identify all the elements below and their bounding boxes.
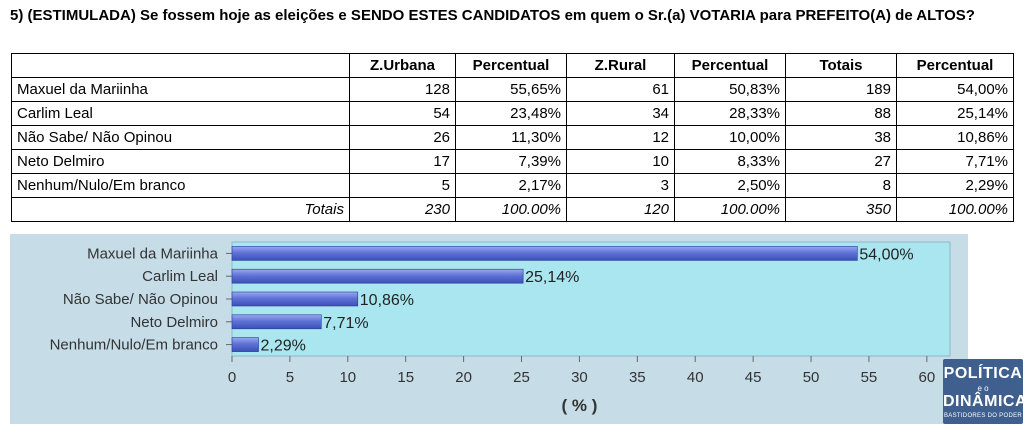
results-table (11, 53, 1014, 222)
category-label: Nenhum/Nulo/Em branco (49, 336, 218, 354)
table-cell: Não Sabe/ Não Opinou (12, 126, 350, 150)
category-label: Não Sabe/ Não Opinou (62, 291, 218, 308)
table-cell: 120 (567, 198, 675, 222)
category-label: Carlim Leal (142, 268, 218, 286)
table-row (12, 126, 1014, 150)
table-cell: 54 (350, 102, 456, 126)
table-cell: 7,39% (456, 150, 567, 174)
table-cell: 8,33% (675, 150, 786, 174)
table-cell: Totais (12, 198, 350, 222)
table-cell: 28,33% (675, 102, 786, 126)
chart-container (10, 234, 968, 424)
table-cell: 26 (350, 126, 456, 150)
table-row (12, 150, 1014, 174)
table-cell: 38 (786, 126, 897, 150)
bar (232, 292, 358, 306)
table-cell: 5 (350, 174, 456, 198)
table-cell: 10,86% (897, 126, 1014, 150)
data-label: 54,00% (859, 246, 914, 264)
table-header-cell (12, 54, 350, 78)
data-label: 2,29% (260, 337, 306, 355)
data-label: 25,14% (525, 269, 580, 287)
bar (232, 315, 321, 329)
table-row (12, 78, 1014, 102)
table-cell: 230 (350, 198, 456, 222)
x-tick-label: 0 (227, 369, 237, 386)
table-cell: 10,00% (675, 126, 786, 150)
table-cell: 88 (786, 102, 897, 126)
bar (232, 338, 259, 352)
bar (232, 246, 857, 260)
table-cell: 100.00% (456, 198, 567, 222)
x-tick-label: 50 (802, 369, 820, 386)
table-cell: 3 (567, 174, 675, 198)
table-cell: 7,71% (897, 150, 1014, 174)
logo-line: DINÂMICA (943, 393, 1027, 410)
table-cell: 2,17% (456, 174, 567, 198)
table-cell: Carlim Leal (12, 102, 350, 126)
x-tick-label: 5 (285, 369, 295, 386)
table-header-cell: Z.Rural (567, 54, 675, 78)
table-cell: 34 (567, 102, 675, 126)
question-title: 5) (ESTIMULADA) Se fossem hoje as eleições e SENDO ESTES CANDIDATOS em quem o Sr.(a) VOTARIA para PREFEITO(A) de ALTOS? (10, 7, 975, 24)
x-tick-label: 20 (455, 369, 472, 386)
x-tick-label: 25 (513, 369, 530, 386)
table-header-row (12, 54, 1014, 78)
bar (232, 269, 523, 283)
table-cell: 50,83% (675, 78, 786, 102)
table-totals-row (12, 198, 1014, 222)
x-tick-label: 55 (860, 369, 878, 386)
logo-line: e o (977, 384, 989, 393)
table-cell: Neto Delmiro (12, 150, 350, 174)
bar-chart (10, 234, 968, 424)
table-cell: 27 (786, 150, 897, 174)
x-axis-label: ( % ) (561, 396, 598, 415)
x-tick-label: 60 (918, 369, 936, 386)
logo-line: BASTIDORES DO PODER (943, 413, 1023, 419)
table-cell: Nenhum/Nulo/Em branco (12, 174, 350, 198)
table-cell: 128 (350, 78, 456, 102)
x-tick-label: 35 (628, 369, 646, 386)
table-cell: 17 (350, 150, 456, 174)
table-cell: 55,65% (456, 78, 567, 102)
x-tick-label: 40 (686, 369, 704, 386)
table-header-cell: Totais (786, 54, 897, 78)
table-cell: 23,48% (456, 102, 567, 126)
table-header-cell: Percentual (897, 54, 1014, 78)
table-row (12, 174, 1014, 198)
table-cell: 189 (786, 78, 897, 102)
table-cell: 100.00% (675, 198, 786, 222)
data-label: 10,86% (359, 292, 415, 309)
x-tick-label: 30 (571, 369, 588, 386)
table-header-cell: Percentual (456, 54, 567, 78)
category-label: Maxuel da Mariinha (87, 245, 218, 263)
x-tick-label: 15 (397, 369, 415, 386)
table-cell: 54,00% (897, 78, 1014, 102)
table-header-cell: Z.Urbana (350, 54, 456, 78)
table-header-cell: Percentual (675, 54, 786, 78)
table-cell: 61 (567, 78, 675, 102)
table-cell: 2,29% (897, 174, 1014, 198)
table-cell: 100.00% (897, 198, 1014, 222)
logo-line: POLÍTICA (943, 365, 1023, 382)
x-tick-label: 10 (339, 369, 357, 386)
table-cell: Maxuel da Mariinha (12, 78, 350, 102)
table-cell: 11,30% (456, 126, 567, 150)
table-cell: 350 (786, 198, 897, 222)
publisher-logo (943, 359, 1027, 424)
table-cell: 2,50% (675, 174, 786, 198)
category-label: Neto Delmiro (130, 313, 218, 331)
table-cell: 25,14% (897, 102, 1014, 126)
table-row (12, 102, 1014, 126)
x-tick-label: 45 (744, 369, 762, 386)
data-label: 7,71% (323, 314, 369, 332)
table-cell: 12 (567, 126, 675, 150)
table-cell: 8 (786, 174, 897, 198)
table-cell: 10 (567, 150, 675, 174)
